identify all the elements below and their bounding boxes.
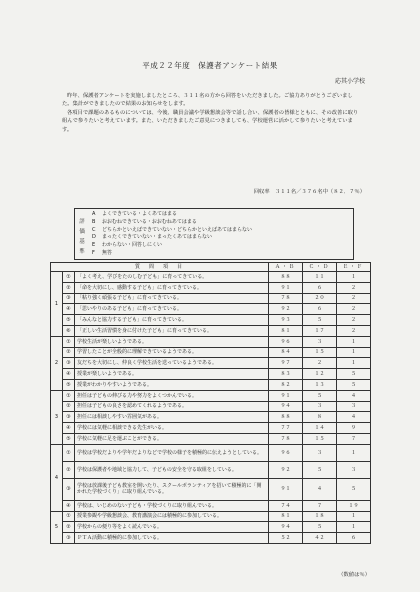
- value-cd: ８: [303, 412, 337, 423]
- value-ab: ８８: [269, 272, 303, 283]
- criteria-heading: [78, 217, 86, 257]
- item-number: ②: [63, 401, 75, 412]
- value-cd: ５: [303, 315, 337, 326]
- value-ab: ８１: [269, 325, 303, 336]
- question-text: 学校は学校だよりや学年だよりなどで学校の様子を積極的に伝えようとしている。: [75, 444, 269, 461]
- item-number: ②: [63, 282, 75, 293]
- value-ef: １９: [337, 500, 371, 511]
- question-text: 友だちを大切にし、仲良く学校生活を送っているようである。: [75, 358, 269, 369]
- criteria-box: [74, 208, 354, 260]
- value-ef: ２: [337, 282, 371, 293]
- value-ef: ２: [337, 315, 371, 326]
- table-row: [51, 444, 371, 461]
- criteria-text: わからない・回答しにくい: [102, 242, 163, 249]
- value-ef: ２: [337, 325, 371, 336]
- value-ab: ５２: [269, 533, 303, 544]
- table-row: [51, 304, 371, 315]
- school-name: 応其小学校: [334, 78, 365, 85]
- value-cd: ５: [303, 461, 337, 478]
- header-ab: Ａ・Ｂ: [269, 263, 303, 272]
- value-ab: ９６: [269, 444, 303, 461]
- value-ef: ５: [337, 379, 371, 390]
- item-number: ⑤: [63, 379, 75, 390]
- value-ef: １: [337, 511, 371, 522]
- item-number: ④: [63, 304, 75, 315]
- value-cd: １２: [303, 369, 337, 380]
- criteria-text: どちらかといえばできていない・どちらかといえばあてはまらない: [102, 226, 253, 233]
- value-cd: ７: [303, 500, 337, 511]
- value-ef: １: [337, 272, 371, 283]
- table-row: [51, 478, 371, 500]
- criteria-item: [92, 250, 252, 258]
- question-text: 授業参観や学級懇談会、教育講演会には積極的に参加している。: [75, 511, 269, 522]
- table-row: [51, 315, 371, 326]
- value-ab: ９４: [269, 401, 303, 412]
- table-header-row: [51, 263, 371, 272]
- group-number: 2: [51, 336, 63, 390]
- group-number: 4: [51, 444, 63, 511]
- header-ef: Ｅ・Ｆ: [337, 263, 371, 272]
- item-number: ⑤: [63, 433, 75, 444]
- criteria-text: まったくできていない・まったくあてはまらない: [102, 234, 213, 241]
- value-cd: １３: [303, 379, 337, 390]
- value-ab: ９７: [269, 358, 303, 369]
- question-text: 学習したことが全般的に理解できているようである。: [75, 347, 269, 358]
- criteria-text: よくできている・よくあてはまる: [102, 211, 178, 217]
- item-number: ③: [63, 478, 75, 500]
- criteria-list: [92, 211, 252, 258]
- criteria-key: A: [92, 211, 96, 217]
- question-text: 学校は放課後子ども教室を開いたり、スクールボランティアを招いて積極的に「開かれた学校づくり」に取り組んでいる。: [75, 478, 269, 500]
- value-ab: ７８: [269, 433, 303, 444]
- question-text: 学校は、いじめのない子ども・学校づくりに取り組んでいる。: [75, 500, 269, 511]
- criteria-key: E: [92, 242, 96, 249]
- value-cd: １８: [303, 511, 337, 522]
- value-ef: １: [337, 358, 371, 369]
- header-item: 質 問 項 目: [51, 263, 269, 272]
- question-text: 授業が楽しいようである。: [75, 369, 269, 380]
- value-ab: ８８: [269, 412, 303, 423]
- table-row: [51, 461, 371, 478]
- item-number: ④: [63, 423, 75, 434]
- item-number: ②: [63, 461, 75, 478]
- question-text: 担任は子どもの良さを認めてくれるようである。: [75, 401, 269, 412]
- criteria-key: F: [92, 249, 95, 256]
- question-text: 学校生活が楽しいようである。: [75, 336, 269, 347]
- table-row: [51, 379, 371, 390]
- table-row: [51, 282, 371, 293]
- value-ef: ６: [337, 533, 371, 544]
- item-number: ②: [63, 347, 75, 358]
- value-ef: ４: [337, 390, 371, 401]
- value-ab: ９２: [269, 461, 303, 478]
- value-ab: ７７: [269, 423, 303, 434]
- criteria-item: [92, 242, 252, 250]
- survey-table: [50, 262, 371, 544]
- value-cd: ４２: [303, 533, 337, 544]
- item-number: ③: [63, 412, 75, 423]
- value-ab: ９４: [269, 522, 303, 533]
- value-ef: ２: [337, 293, 371, 304]
- unit-note: （数値は％）: [338, 572, 370, 578]
- table-row: [51, 412, 371, 423]
- criteria-key: C: [92, 226, 96, 233]
- value-cd: ４: [303, 478, 337, 500]
- question-text: 「正しい生活習慣を身に付けた子ども」に育ってきている。: [75, 325, 269, 336]
- item-number: ②: [63, 522, 75, 533]
- value-ab: ９１: [269, 478, 303, 500]
- criteria-text: 無答: [102, 249, 113, 256]
- item-number: ③: [63, 358, 75, 369]
- question-text: 学校に気軽に足を運ぶことができる。: [75, 433, 269, 444]
- table-row: [51, 533, 371, 544]
- item-number: ③: [63, 533, 75, 544]
- item-number: ⑥: [63, 325, 75, 336]
- value-cd: ３: [303, 336, 337, 347]
- criteria-heading-char: 準: [79, 249, 85, 255]
- value-ef: １: [337, 347, 371, 358]
- question-text: 学校には気軽に相談できる先生がいる。: [75, 423, 269, 434]
- intro-text: [62, 92, 360, 134]
- group-number: 5: [51, 511, 63, 543]
- intro-paragraph-2: 各項目で課題のあるものについては、今後、職員会議や学級懇談会等で話し合い、保護者の皆様とともに、その改善に取り組んで参りたいと考えています。また、いただきましたご意見につきましても、学校運営に活かして参りたいと考えています。: [62, 109, 359, 133]
- criteria-heading-char: 評: [79, 219, 85, 225]
- value-ab: ８１: [269, 511, 303, 522]
- item-number: ①: [63, 390, 75, 401]
- value-ab: ９１: [269, 282, 303, 293]
- item-number: ③: [63, 293, 75, 304]
- value-ef: ５: [337, 369, 371, 380]
- question-text: 「命を大切にし、感動する子ども」に育ってきている。: [75, 282, 269, 293]
- criteria-key: D: [92, 234, 96, 241]
- value-ab: ９１: [269, 390, 303, 401]
- table-row: [51, 390, 371, 401]
- intro-paragraph-1: 昨年、保護者アンケートを実施しましたところ、３１１名の方から回答をいただきました。ご協力ありがとうございました。集計ができましたので結果のお知らせをします。: [62, 93, 353, 108]
- question-text: 担任には相談しやすい雰囲気がある。: [75, 412, 269, 423]
- table-row: [51, 272, 371, 283]
- value-ef: １: [337, 444, 371, 461]
- question-text: 授業がわかりやすいようである。: [75, 379, 269, 390]
- value-ab: ９２: [269, 304, 303, 315]
- table-row: [51, 325, 371, 336]
- value-cd: ６: [303, 304, 337, 315]
- value-cd: ２: [303, 358, 337, 369]
- table-row: [51, 511, 371, 522]
- value-cd: ３: [303, 401, 337, 412]
- item-number: ①: [63, 511, 75, 522]
- question-text: 「よく考え、学びをたのしむ子ども」に育ってきている。: [75, 272, 269, 283]
- value-ef: ２: [337, 304, 371, 315]
- value-cd: ２０: [303, 293, 337, 304]
- value-ab: ９６: [269, 336, 303, 347]
- value-cd: １４: [303, 423, 337, 434]
- item-number: ④: [63, 500, 75, 511]
- question-text: 学校は保護者や地域と協力して、子どもの安全を守る取組をしている。: [75, 461, 269, 478]
- value-cd: １７: [303, 325, 337, 336]
- group-number: 3: [51, 390, 63, 444]
- question-text: 「思いやりのある子ども」に育ってきている。: [75, 304, 269, 315]
- item-number: ⑤: [63, 315, 75, 326]
- value-cd: １５: [303, 347, 337, 358]
- value-ab: ７４: [269, 500, 303, 511]
- table-row: [51, 336, 371, 347]
- table-row: [51, 500, 371, 511]
- criteria-key: B: [92, 218, 96, 225]
- value-ef: １: [337, 336, 371, 347]
- table-row: [51, 433, 371, 444]
- value-cd: ５: [303, 522, 337, 533]
- value-ef: １: [337, 522, 371, 533]
- item-number: ①: [63, 336, 75, 347]
- value-ef: ５: [337, 478, 371, 500]
- table-row: [51, 358, 371, 369]
- criteria-heading-char: 基: [79, 239, 85, 245]
- question-text: 「粘り強く頑張る子ども」に育ってきている。: [75, 293, 269, 304]
- value-ab: ７８: [269, 293, 303, 304]
- question-text: 「みんなと協力する子ども」に育ってきている。: [75, 315, 269, 326]
- value-cd: ３: [303, 444, 337, 461]
- value-ef: ３: [337, 461, 371, 478]
- criteria-heading-char: 価: [79, 229, 85, 235]
- value-ab: ８３: [269, 369, 303, 380]
- value-ef: ４: [337, 412, 371, 423]
- value-ef: ３: [337, 401, 371, 412]
- value-ef: ７: [337, 433, 371, 444]
- item-number: ①: [63, 444, 75, 461]
- question-text: ＰＴＡ活動に積極的に参加している。: [75, 533, 269, 544]
- value-cd: １５: [303, 433, 337, 444]
- value-cd: １１: [303, 272, 337, 283]
- page-title: 平成２２年度 保護者アンケート結果: [142, 61, 278, 70]
- criteria-item: [92, 211, 252, 219]
- value-ab: ８２: [269, 379, 303, 390]
- criteria-text: おおむねできている・おおむねあてはまる: [102, 218, 197, 225]
- table-row: [51, 401, 371, 412]
- table-body: [51, 272, 371, 544]
- question-text: 担任は子どもの伸びる力や努力をよくつかんでいる。: [75, 390, 269, 401]
- value-ab: ９３: [269, 315, 303, 326]
- table-row: [51, 293, 371, 304]
- value-cd: ５: [303, 390, 337, 401]
- header-cd: Ｃ・Ｄ: [303, 263, 337, 272]
- value-ab: ８４: [269, 347, 303, 358]
- value-ef: ９: [337, 423, 371, 434]
- criteria-item: [92, 219, 252, 227]
- table-row: [51, 423, 371, 434]
- response-rate: 回収率 ３１１名／３７６名中（８２．７％）: [253, 189, 365, 195]
- value-cd: ６: [303, 282, 337, 293]
- table-row: [51, 347, 371, 358]
- table-row: [51, 522, 371, 533]
- item-number: ①: [63, 272, 75, 283]
- group-number: 1: [51, 272, 63, 337]
- item-number: ④: [63, 369, 75, 380]
- table-row: [51, 369, 371, 380]
- question-text: 学校からの便り等をよく読んでいる。: [75, 522, 269, 533]
